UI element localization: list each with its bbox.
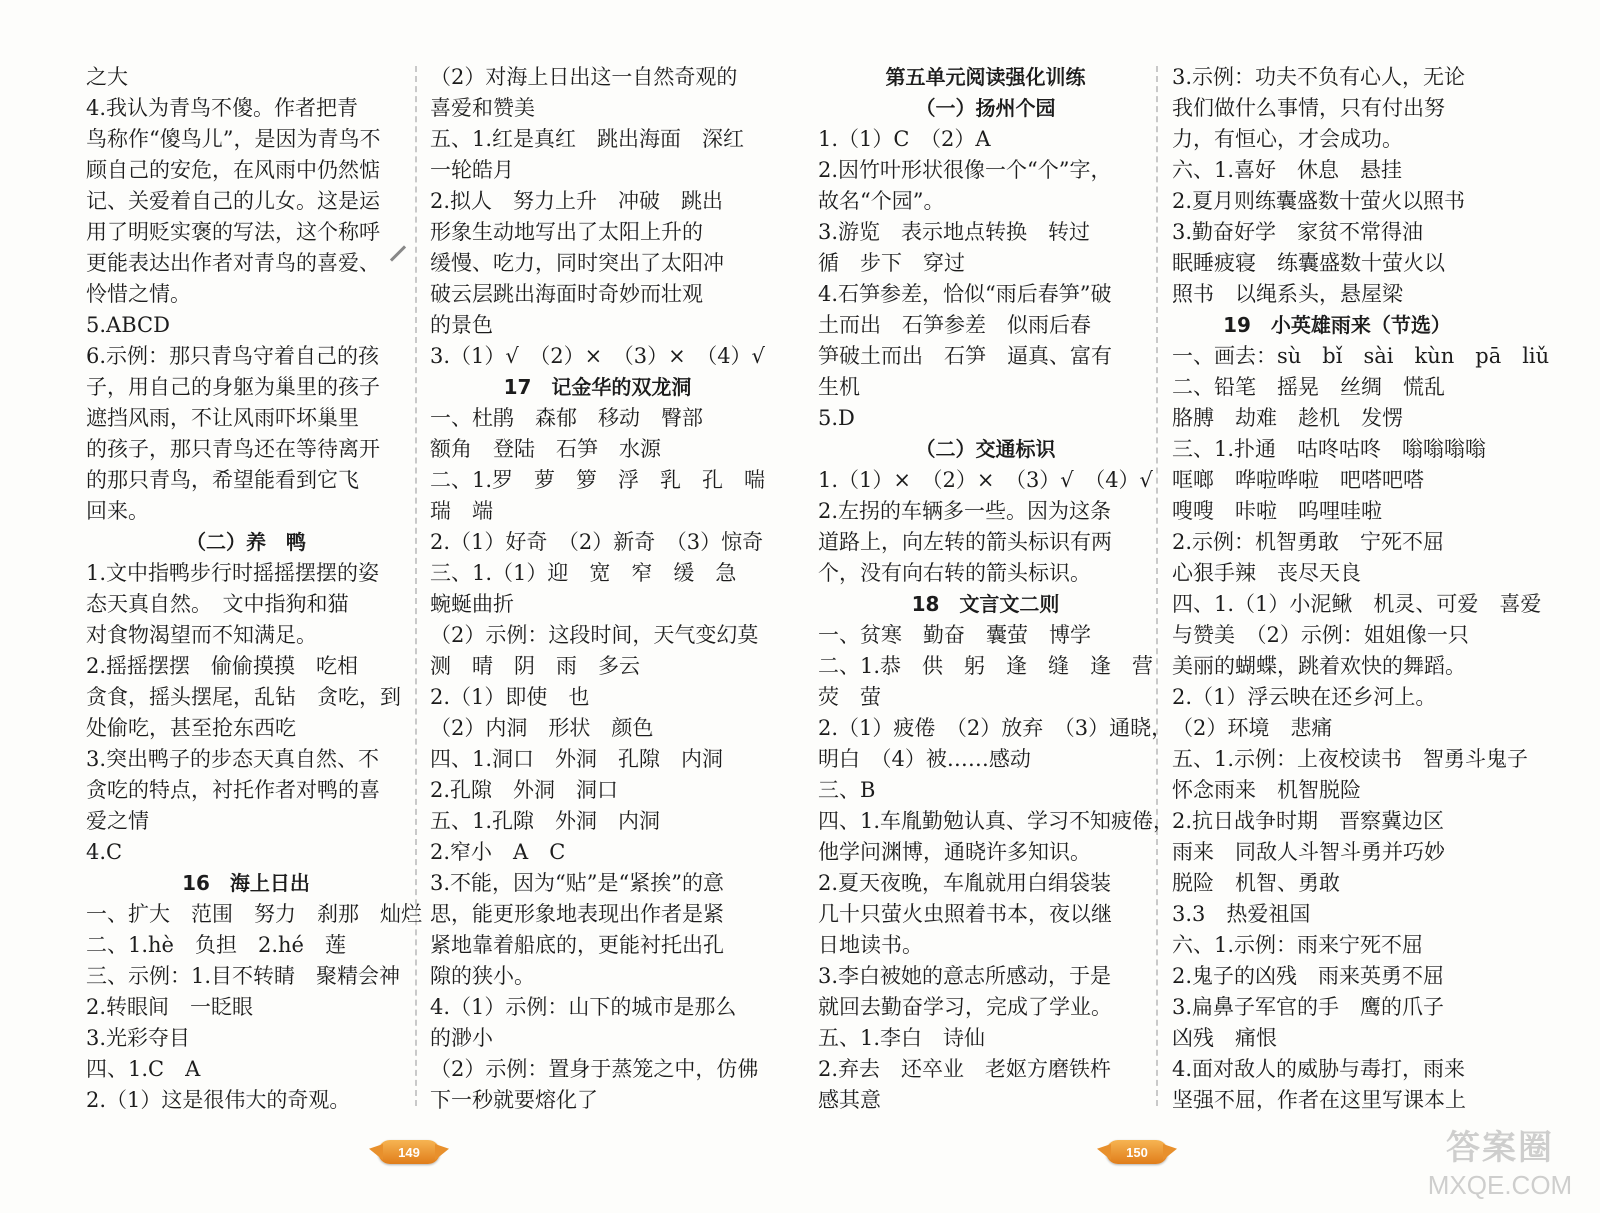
column-divider-left	[415, 66, 417, 1106]
text-line: 的景色	[430, 313, 493, 337]
text-line: 记、关爱着自己的儿女。这是运	[86, 189, 380, 213]
text-line: 2.鬼子的凶残 雨来英勇不屈	[1172, 964, 1445, 988]
text-line: 四、1.（1）小泥鳅 机灵、可爱 喜爱	[1172, 592, 1542, 616]
text-line: 五、1.李白 诗仙	[818, 1026, 986, 1050]
text-line: 1.（1）C （2）A	[818, 127, 991, 151]
text-line: 之大	[86, 65, 128, 89]
watermark-url: MXQE.COM	[1427, 1170, 1573, 1200]
text-line: 形象生动地写出了太阳上升的	[430, 220, 703, 244]
text-line: 三、示例：1.目不转睛 聚精会神	[86, 964, 401, 988]
text-line: 对食物渴望而不知满足。	[86, 623, 317, 647]
text-line: 三、B	[818, 778, 876, 802]
text-line: 怜惜之情。	[86, 282, 191, 306]
text-line: 怀念雨来 机智脱险	[1172, 778, 1361, 802]
text-line: 5.ABCD	[86, 313, 170, 337]
text-line: 五、1.示例：上夜校读书 智勇斗鬼子	[1172, 747, 1529, 771]
text-line: 道路上，向左转的箭头标识有两	[818, 530, 1112, 554]
text-column-2	[430, 62, 765, 1116]
watermark-logo	[1405, 1126, 1595, 1210]
text-line: 就回去勤奋学习，完成了学业。	[818, 995, 1112, 1019]
text-line: 六、1.示例：雨来宁死不屈	[1172, 933, 1424, 957]
text-line: 1.文中指鸭步行时摇摇摆摆的姿	[86, 561, 380, 585]
text-line: 子，用自己的身躯为巢里的孩子	[86, 375, 380, 399]
text-line: 用了明贬实褒的写法，这个称呼	[86, 220, 380, 244]
text-line: 土而出 石笋参差 似雨后春	[818, 313, 1091, 337]
text-line: 2.窄小 A C	[430, 840, 566, 864]
text-line: （2）内洞 形状 颜色	[430, 716, 654, 740]
text-line: 五、1.红是真红 跳出海面 深红	[430, 127, 745, 151]
text-line: 3.不能，因为“贴”是“紧挨”的意	[430, 871, 724, 895]
text-line: 一、贫寒 勤奋 囊萤 博学	[818, 623, 1091, 647]
text-line: 2.左拐的车辆多一些。因为这条	[818, 499, 1112, 523]
text-line: 爱之情	[86, 809, 149, 833]
section-heading: 18 文言文二则	[911, 592, 1060, 616]
text-line: （2）示例：置身于蒸笼之中，仿佛	[430, 1057, 759, 1081]
text-line: 的那只青鸟，希望能看到它飞	[86, 468, 359, 492]
text-line: 4.面对敌人的威胁与毒打，雨来	[1172, 1057, 1466, 1081]
text-line: 他学问渊博，通晓许多知识。	[818, 840, 1091, 864]
text-line: 2.（1）这是很伟大的奇观。	[86, 1088, 351, 1112]
text-line: 4.石笋参差，恰似“雨后春笋”破	[818, 282, 1112, 306]
text-line: 3.扁鼻子军官的手 鹰的爪子	[1172, 995, 1445, 1019]
text-line: 四、1.C A	[86, 1057, 201, 1081]
text-line: 2.转眼间 一眨眼	[86, 995, 254, 1019]
text-line: 鸟称作“傻鸟儿”，是因为青鸟不	[86, 127, 381, 151]
text-line: 2.因竹叶形状很像一个“个”字，	[818, 158, 1112, 182]
text-line: 2.摇摇摆摆 偷偷摸摸 吃相	[86, 654, 359, 678]
text-line: 1.（1）× （2）× （3）√ （4）√	[818, 468, 1153, 492]
text-line: 下一秒就要熔化了	[430, 1088, 598, 1112]
text-line: 额角 登陆 石笋 水源	[430, 437, 661, 461]
text-line: 贪食，摇头摆尾，乱钻 贪吃，到	[86, 685, 401, 709]
text-line: 与赞美 （2）示例：姐姐像一只	[1172, 623, 1469, 647]
text-line: 缓慢、吃力，同时突出了太阳冲	[430, 251, 724, 275]
text-line: 一、扩大 范围 努力 刹那 灿烂	[86, 902, 422, 926]
text-line: 2.弃去 还卒业 老妪方磨铁杵	[818, 1057, 1112, 1081]
text-line: 我们做什么事情，只有付出努	[1172, 96, 1445, 120]
text-line: 瑞 端	[430, 499, 493, 523]
text-line: 喜爱和赞美	[430, 96, 535, 120]
text-line: 2.拟人 努力上升 冲破 跳出	[430, 189, 724, 213]
text-line: 2.示例：机智勇敢 宁死不屈	[1172, 530, 1445, 554]
text-line: 2.夏月则练囊盛数十萤火以照书	[1172, 189, 1466, 213]
text-line: 六、1.喜好 休息 悬挂	[1172, 158, 1403, 182]
text-line: 照书 以绳系头，悬屋梁	[1172, 282, 1403, 306]
text-line: 坚强不屈，作者在这里写课本上	[1172, 1088, 1466, 1112]
text-line: 二、1.罗 萝 箩 浮 乳 孔 喘	[430, 468, 766, 492]
text-line: 力，有恒心，才会成功。	[1172, 127, 1403, 151]
text-line: 二、1.恭 供 躬 逢 缝 逢 营	[818, 654, 1154, 678]
page-number-left: 149	[378, 1140, 440, 1164]
text-line: 个，没有向右转的箭头标识。	[818, 561, 1091, 585]
text-line: 贪吃的特点，衬托作者对鸭的喜	[86, 778, 380, 802]
column-divider-right	[1156, 66, 1158, 1106]
text-line: 3.勤奋好学 家贫不常得油	[1172, 220, 1424, 244]
text-line: （2）环境 悲痛	[1172, 716, 1333, 740]
text-line: 的渺小	[430, 1026, 493, 1050]
text-line: 6.示例：那只青鸟守着自己的孩	[86, 344, 380, 368]
text-line: 几十只萤火虫照着书本，夜以继	[818, 902, 1112, 926]
text-line: 顾自己的安危，在风雨中仍然惦	[86, 158, 380, 182]
page-number-right: 150	[1106, 1140, 1168, 1164]
text-line: （2）对海上日出这一自然奇观的	[430, 65, 738, 89]
text-line: 2.（1）疲倦 （2）放弃 （3）通晓，	[818, 716, 1173, 740]
text-line: 破云层跳出海面时奇妙而壮观	[430, 282, 703, 306]
text-line: 循 步下 穿过	[818, 251, 965, 275]
text-line: 2.抗日战争时期 晋察冀边区	[1172, 809, 1445, 833]
text-line: 2.（1）即使 也	[430, 685, 590, 709]
text-line: 更能表达出作者对青鸟的喜爱、	[86, 251, 380, 275]
text-line: 回来。	[86, 499, 149, 523]
text-line: 二、铅笔 摇晃 丝绸 慌乱	[1172, 375, 1445, 399]
text-line: 3.李白被她的意志所感动，于是	[818, 964, 1112, 988]
text-line: 2.（1）浮云映在还乡河上。	[1172, 685, 1437, 709]
watermark-title: 答案圈	[1446, 1129, 1554, 1167]
text-line: 2.（1）好奇 （2）新奇 （3）惊奇	[430, 530, 764, 554]
text-line: 四、1.洞口 外洞 孔隙 内洞	[430, 747, 724, 771]
text-line: 哐啷 哗啦哗啦 吧嗒吧嗒	[1172, 468, 1424, 492]
text-line: 荧 萤	[818, 685, 881, 709]
text-line: 故名“个园”。	[818, 189, 945, 213]
text-line: 脱险 机智、勇敢	[1172, 871, 1340, 895]
text-line: 3.游览 表示地点转换 转过	[818, 220, 1091, 244]
text-line: 2.夏天夜晚，车胤就用白绢袋装	[818, 871, 1112, 895]
text-line: 五、1.孔隙 外洞 内洞	[430, 809, 661, 833]
text-column-4	[1172, 62, 1550, 1116]
text-line: 思，能更形象地表现出作者是紧	[430, 902, 724, 926]
text-line: 3.突出鸭子的步态天真自然、不	[86, 747, 380, 771]
text-line: 3.光彩夺目	[86, 1026, 191, 1050]
text-line: 日地读书。	[818, 933, 923, 957]
text-line: 美丽的蝴蝶，跳着欢快的舞蹈。	[1172, 654, 1466, 678]
text-line: 一轮皓月	[430, 158, 514, 182]
section-heading: 19 小英雄雨来（节选）	[1223, 313, 1451, 337]
text-line: 四、1.车胤勤勉认真、学习不知疲倦，	[818, 809, 1175, 833]
text-line: 生机	[818, 375, 860, 399]
text-line: 3.（1）√ （2）× （3）× （4）√	[430, 344, 765, 368]
text-line: 5.D	[818, 406, 855, 430]
text-line: 蜿蜒曲折	[430, 592, 514, 616]
text-line: 4.C	[86, 840, 123, 864]
text-line: 嗖嗖 咔啦 呜哩哇啦	[1172, 499, 1382, 523]
text-line: 三、1.扑通 咕咚咕咚 嗡嗡嗡嗡	[1172, 437, 1487, 461]
text-line: 感其意	[818, 1088, 881, 1112]
text-line: 二、1.hè 负担 2.hé 莲	[86, 933, 346, 957]
text-line: 4.我认为青鸟不傻。作者把青	[86, 96, 359, 120]
text-line: （2）示例：这段时间，天气变幻莫	[430, 623, 759, 647]
text-line: 明白 （4）被……感动	[818, 747, 1031, 771]
text-line: 一、杜鹃 森郁 移动 臀部	[430, 406, 703, 430]
section-heading: （一）扬州个园	[915, 96, 1056, 120]
text-line: 凶残 痛恨	[1172, 1026, 1277, 1050]
text-line: 3.示例：功夫不负有心人，无论	[1172, 65, 1466, 89]
text-line: 的孩子，那只青鸟还在等待离开	[86, 437, 380, 461]
text-line: 态天真自然。 文中指狗和猫	[86, 592, 349, 616]
text-line: 雨来 同敌人斗智斗勇并巧妙	[1172, 840, 1445, 864]
text-line: 一、画去：sù bǐ sài kùn pā liǔ	[1172, 344, 1550, 368]
section-heading: （二）交通标识	[915, 437, 1056, 461]
section-heading: 17 记金华的双龙洞	[503, 375, 692, 399]
text-line: 4.（1）示例：山下的城市是那么	[430, 995, 737, 1019]
text-line: 胳膊 劫难 趁机 发愣	[1172, 406, 1403, 430]
text-column-1	[86, 62, 422, 1116]
text-column-3	[818, 62, 1175, 1116]
text-line: 2.孔隙 外洞 洞口	[430, 778, 619, 802]
text-line: 笋破土而出 石笋 逼真、富有	[818, 344, 1112, 368]
text-line: 遮挡风雨，不让风雨吓坏巢里	[86, 406, 359, 430]
text-line: 三、1.（1）迎 宽 窄 缓 急	[430, 561, 737, 585]
section-heading: （二）养 鸭	[186, 530, 306, 554]
text-line: 3.3 热爱祖国	[1172, 902, 1311, 926]
text-line: 紧地靠着船底的，更能衬托出孔	[430, 933, 724, 957]
text-line: 隙的狭小。	[430, 964, 535, 988]
section-heading: 第五单元阅读强化训练	[885, 65, 1086, 89]
section-heading: 16 海上日出	[182, 871, 310, 895]
text-line: 测 晴 阴 雨 多云	[430, 654, 640, 678]
text-line: 处偷吃，甚至抢东西吃	[86, 716, 296, 740]
text-line: 眠睡疲寝 练囊盛数十萤火以	[1172, 251, 1445, 275]
text-line: 心狠手辣 丧尽天良	[1172, 561, 1361, 585]
